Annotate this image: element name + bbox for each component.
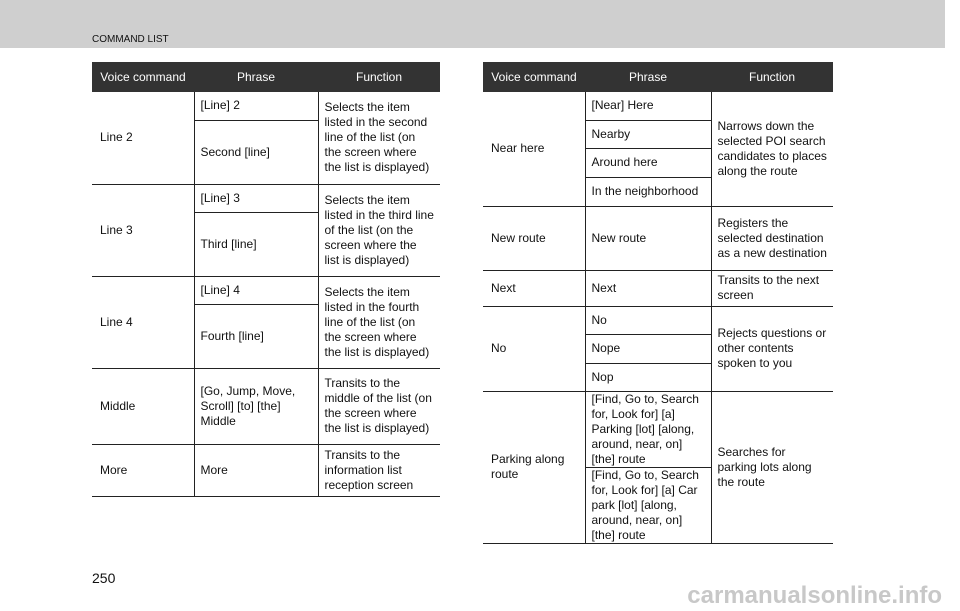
function-cell: Transits to the middle of the list (on the screen where the list is displayed) [318, 368, 440, 444]
function-cell: Transits to the information list reception screen [318, 444, 440, 496]
phrase-cell: Nop [585, 363, 711, 391]
column-header-function: Function [711, 62, 833, 92]
column-header-phrase: Phrase [194, 62, 318, 92]
header-bar [0, 0, 945, 48]
phrase-cell: More [194, 444, 318, 496]
function-cell: Selects the item listed in the fourth line of the list (on the screen where the list is displayed) [318, 276, 440, 368]
page-title: COMMAND LIST [92, 34, 169, 45]
page-number: 250 [92, 570, 116, 586]
phrase-cell: Third [line] [194, 212, 318, 276]
phrase-cell: [Find, Go to, Search for, Look for] [a] Parking [lot] [along, around, near, on] [the] route [585, 391, 711, 467]
column-header-voice: Voice command [92, 62, 194, 92]
phrase-cell: [Line] 4 [194, 276, 318, 304]
voice-command-cell: More [92, 444, 194, 496]
column-header-phrase: Phrase [585, 62, 711, 92]
phrase-cell: Nope [585, 334, 711, 363]
function-cell: Transits to the next screen [711, 270, 833, 306]
phrase-cell: Nearby [585, 120, 711, 148]
phrase-cell: [Find, Go to, Search for, Look for] [a] Car park [lot] [along, around, near, on] [the] route [585, 467, 711, 543]
phrase-cell: In the neighborhood [585, 177, 711, 206]
phrase-cell: Next [585, 270, 711, 306]
function-cell: Registers the selected destination as a new destination [711, 206, 833, 270]
voice-command-cell: Line 3 [92, 184, 194, 276]
function-cell: Narrows down the selected POI search candidates to places along the route [711, 92, 833, 206]
phrase-cell: [Near] Here [585, 92, 711, 120]
phrase-cell: Around here [585, 148, 711, 177]
command-table-left [92, 62, 440, 497]
voice-command-cell: Middle [92, 368, 194, 444]
phrase-cell: [Line] 2 [194, 92, 318, 120]
voice-command-cell: Parking along route [483, 391, 585, 543]
phrase-cell: No [585, 306, 711, 334]
column-header-voice: Voice command [483, 62, 585, 92]
function-cell: Selects the item listed in the second line of the list (on the screen where the list is displayed) [318, 92, 440, 184]
phrase-cell: [Line] 3 [194, 184, 318, 212]
voice-command-cell: Next [483, 270, 585, 306]
voice-command-cell: Line 2 [92, 92, 194, 184]
function-cell: Rejects questions or other contents spoken to you [711, 306, 833, 391]
phrase-cell: [Go, Jump, Move, Scroll] [to] [the] Middle [194, 368, 318, 444]
voice-command-cell: New route [483, 206, 585, 270]
command-table-right [483, 62, 833, 544]
phrase-cell: Fourth [line] [194, 304, 318, 368]
phrase-cell: New route [585, 206, 711, 270]
voice-command-cell: No [483, 306, 585, 391]
phrase-cell: Second [line] [194, 120, 318, 184]
function-cell: Selects the item listed in the third line of the list (on the screen where the list is displayed) [318, 184, 440, 276]
voice-command-cell: Line 4 [92, 276, 194, 368]
voice-command-cell: Near here [483, 92, 585, 206]
watermark: carmanualsonline.info [687, 582, 942, 609]
column-header-function: Function [318, 62, 440, 92]
function-cell: Searches for parking lots along the route [711, 391, 833, 543]
